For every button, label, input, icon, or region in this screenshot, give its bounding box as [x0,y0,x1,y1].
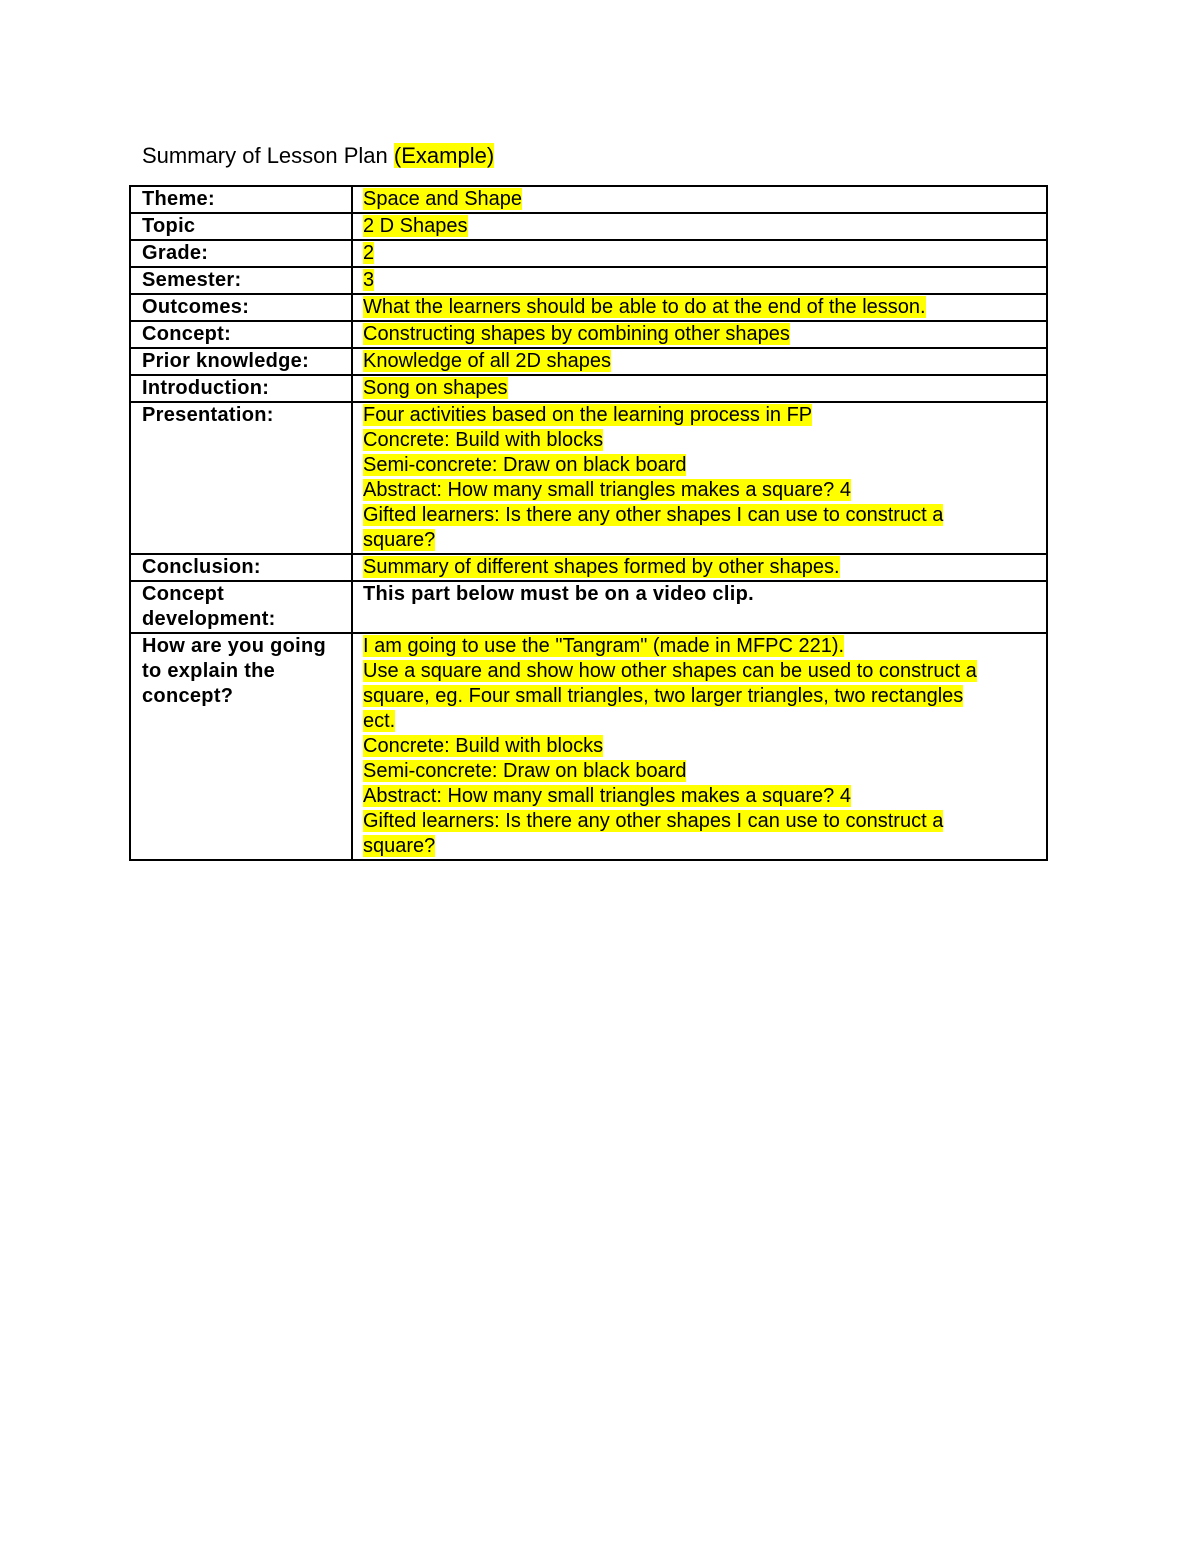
page-title [142,141,494,171]
row-value [352,554,1047,581]
row-label: Introduction: [130,375,352,402]
value-line: This part below must be on a video clip. [363,583,754,605]
row-label: How are you going to explain the concept? [130,633,352,860]
table-row-semester [130,267,1047,294]
row-value [352,321,1047,348]
row-value [352,402,1047,554]
value-line: 2 [363,242,375,264]
row-label: Prior knowledge: [130,348,352,375]
row-value [352,186,1047,213]
value-line: Gifted learners: Is there any other shapes I can use to construct a [363,504,944,526]
value-line: Constructing shapes by combining other shapes [363,323,790,345]
value-line: Four activities based on the learning process in FP [363,404,813,426]
row-value [352,267,1047,294]
row-value [352,375,1047,402]
title-text: Summary of Lesson Plan [142,143,394,168]
table-row-prior-knowledge [130,348,1047,375]
value-line: 2 D Shapes [363,215,468,237]
row-value [352,240,1047,267]
row-value [352,348,1047,375]
row-label: Semester: [130,267,352,294]
table-row-concept-development [130,581,1047,633]
value-line: I am going to use the "Tangram" (made in MFPC 221). [363,635,845,657]
value-line: Abstract: How many small triangles makes a square? 4 [363,785,851,807]
row-label: Topic [130,213,352,240]
value-line: Gifted learners: Is there any other shapes I can use to construct a [363,810,944,832]
row-label: Outcomes: [130,294,352,321]
row-value [352,294,1047,321]
value-line: Song on shapes [363,377,508,399]
value-line: Semi-concrete: Draw on black board [363,454,687,476]
value-line: square? [363,529,436,551]
value-line: Use a square and show how other shapes can be used to construct a [363,660,977,682]
value-line: 3 [363,269,375,291]
value-line: Summary of different shapes formed by other shapes. [363,556,840,578]
value-line: square? [363,835,436,857]
value-line: Concrete: Build with blocks [363,735,604,757]
row-label: Concept: [130,321,352,348]
title-highlight: (Example) [393,143,495,168]
table-row-topic [130,213,1047,240]
table-row-conclusion [130,554,1047,581]
row-label: Theme: [130,186,352,213]
row-label: Grade: [130,240,352,267]
value-line: Concrete: Build with blocks [363,429,604,451]
row-label: Conclusion: [130,554,352,581]
table-row-grade [130,240,1047,267]
row-label: Concept development: [130,581,352,633]
value-line: Abstract: How many small triangles makes a square? 4 [363,479,851,501]
value-line: Semi-concrete: Draw on black board [363,760,687,782]
row-label: Presentation: [130,402,352,554]
table-row-explain-concept [130,633,1047,860]
table-row-introduction [130,375,1047,402]
table-row-presentation [130,402,1047,554]
value-line: What the learners should be able to do at the end of the lesson. [363,296,926,318]
value-line: ect. [363,710,396,732]
table-row-outcomes [130,294,1047,321]
value-line: Knowledge of all 2D shapes [363,350,611,372]
value-line: Space and Shape [363,188,523,210]
table-row-concept [130,321,1047,348]
value-line: square, eg. Four small triangles, two larger triangles, two rectangles [363,685,964,707]
lesson-plan-table [129,185,1048,861]
table-row-theme [130,186,1047,213]
row-value [352,213,1047,240]
row-value [352,633,1047,860]
row-value [352,581,1047,633]
